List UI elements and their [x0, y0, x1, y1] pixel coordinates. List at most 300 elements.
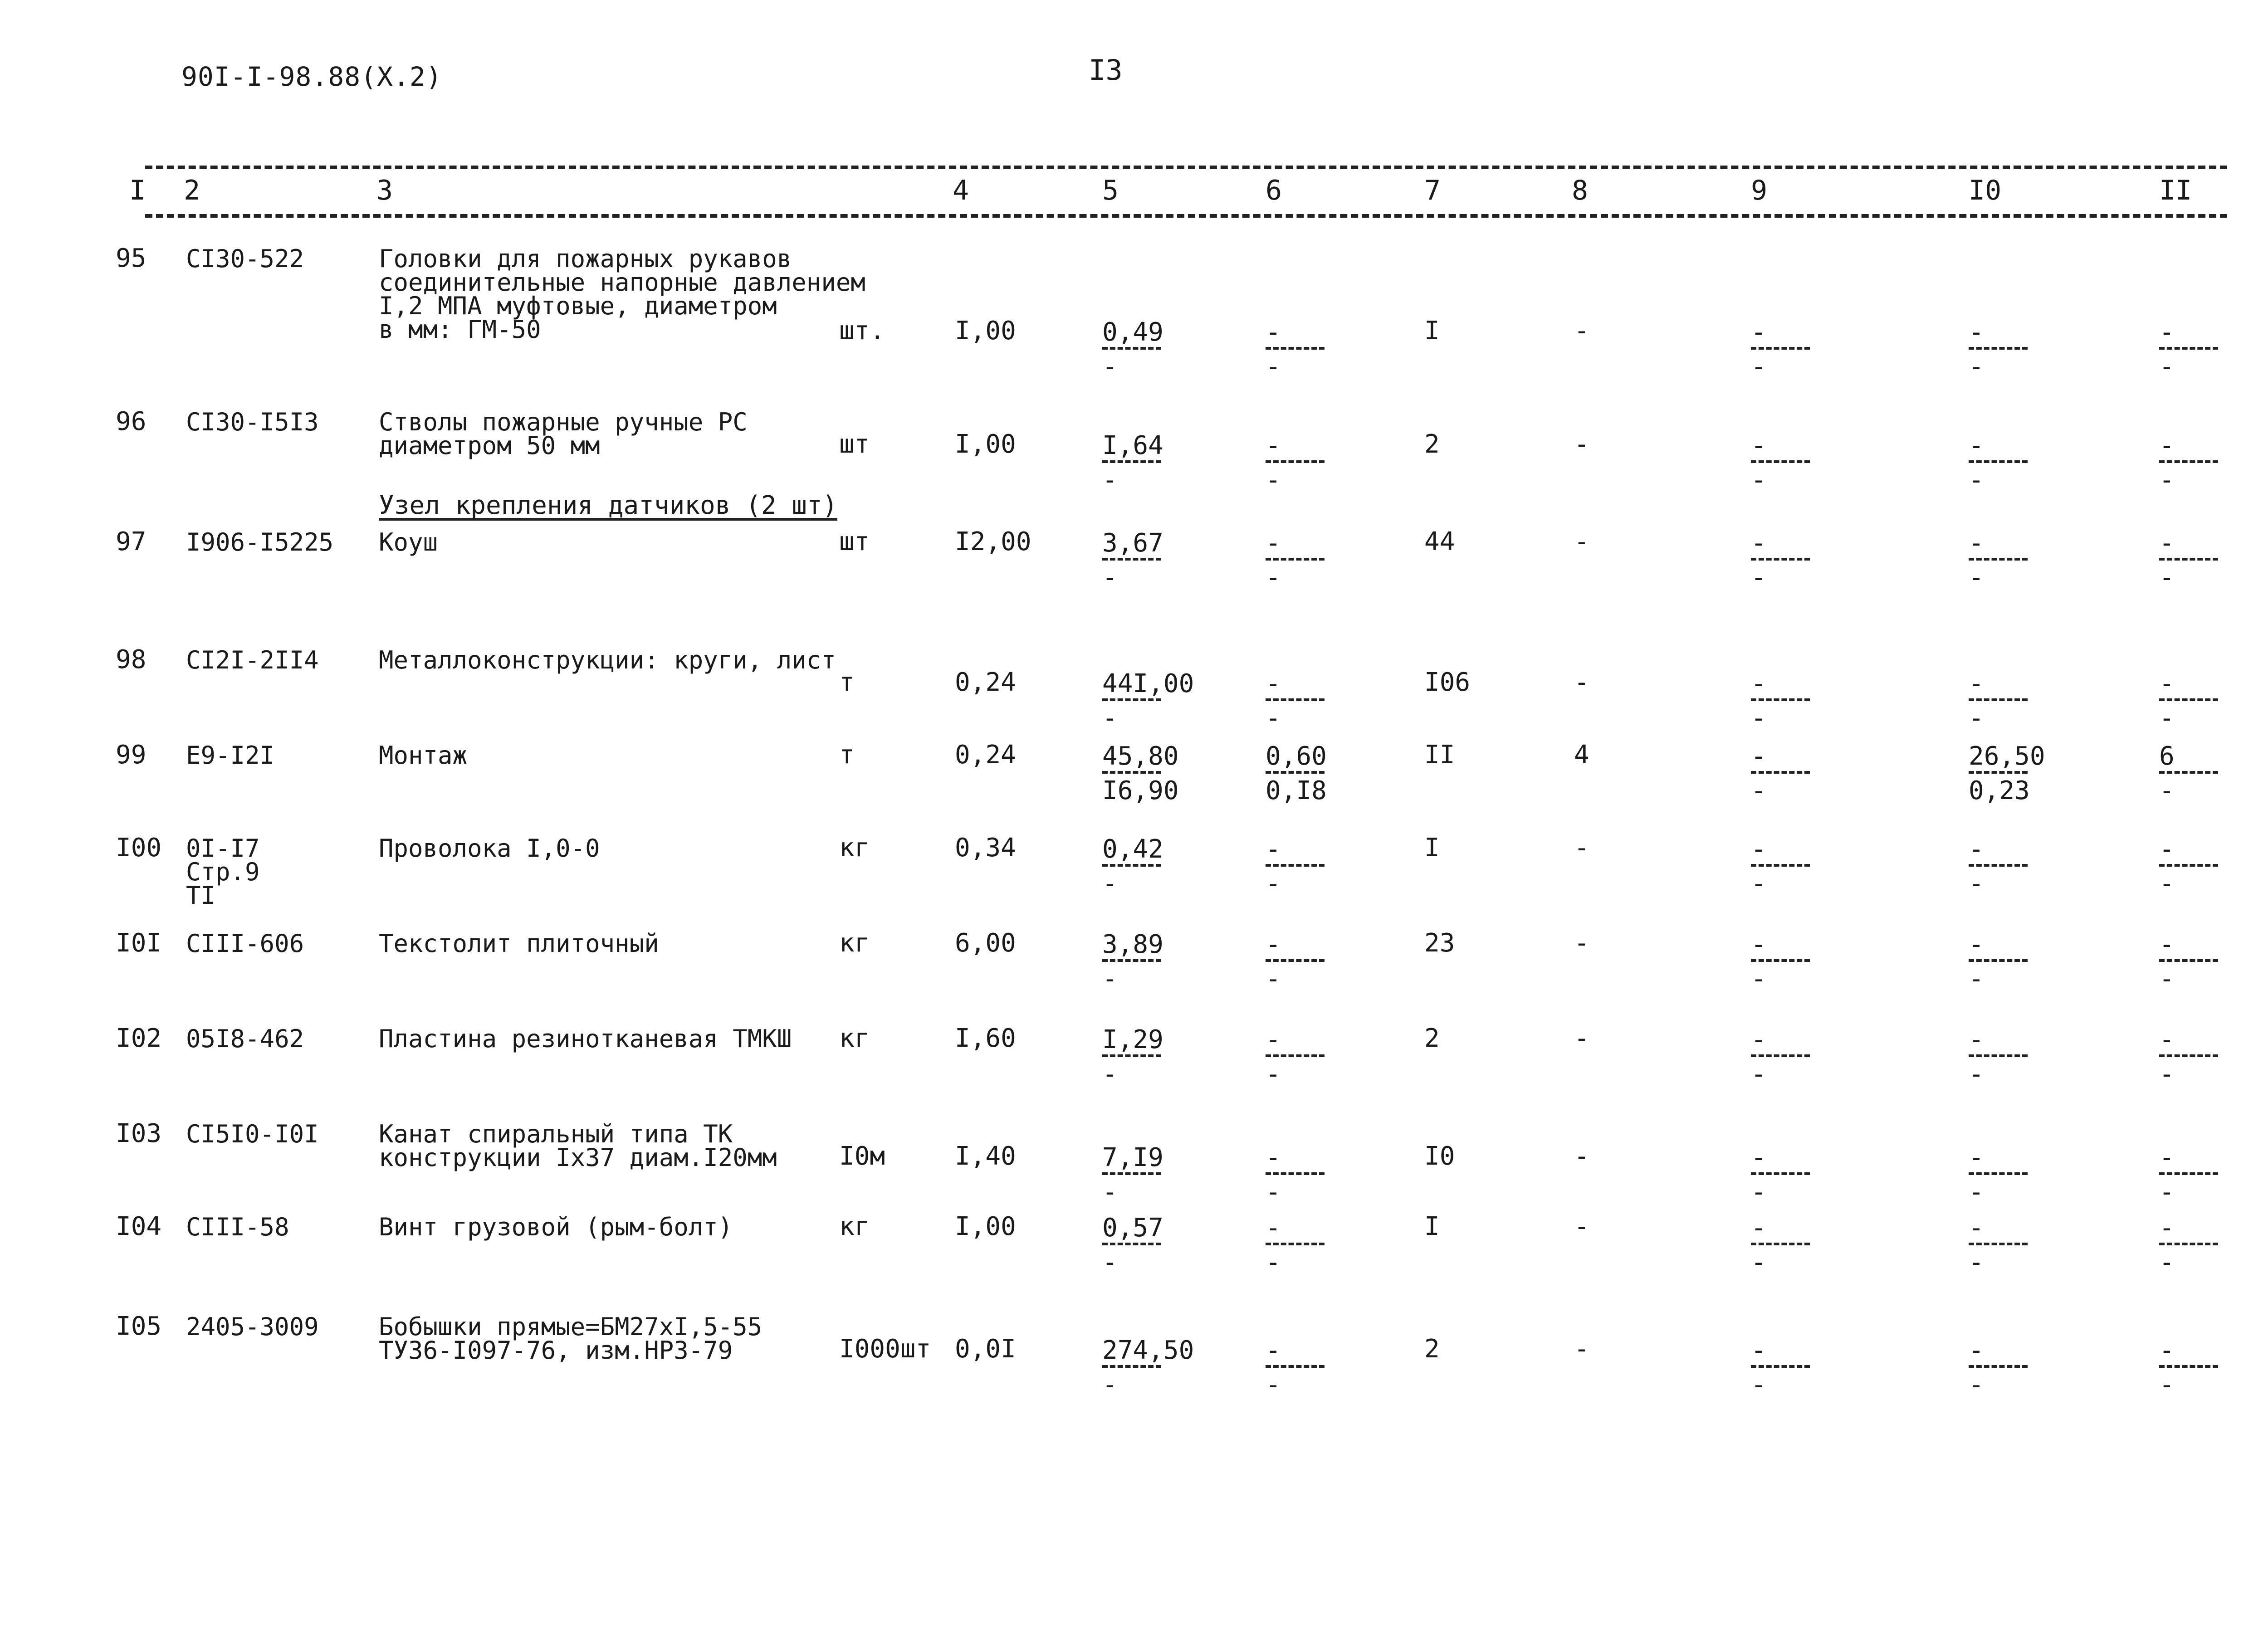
fraction-numerator: - — [2159, 1143, 2175, 1172]
fraction-denominator: - — [1266, 964, 1281, 994]
item-name: Металлоконструкции: круги, лист — [379, 646, 836, 674]
item-name: Монтаж — [379, 741, 468, 770]
fraction-denominator: - — [2159, 1059, 2175, 1089]
column-8-value: - — [1574, 1334, 1589, 1364]
column-7-value: I — [1424, 833, 1440, 863]
fraction-denominator: - — [1751, 776, 1766, 805]
value-fraction — [2159, 1215, 2218, 1275]
fraction-bar — [1969, 347, 2028, 350]
fraction-denominator: - — [1102, 1248, 1118, 1277]
fraction-bar — [1266, 698, 1325, 701]
fraction-numerator: - — [2159, 1336, 2175, 1365]
item-code: I906-I5225 — [186, 528, 334, 556]
item-code: CIII-606 — [186, 929, 304, 958]
value-fraction — [1969, 671, 2028, 731]
fraction-bar — [2159, 347, 2218, 350]
fraction-denominator: - — [1751, 1059, 1766, 1089]
fraction-bar — [1102, 558, 1161, 561]
column-7-value: I0 — [1424, 1141, 1455, 1171]
value-fraction — [1751, 1215, 1810, 1275]
fraction-bar — [1102, 1365, 1161, 1368]
value-fraction — [2159, 1338, 2218, 1398]
item-unit: I000шт — [839, 1334, 931, 1364]
item-unit: кг — [839, 833, 870, 863]
fraction-bar — [1751, 558, 1810, 561]
value-fraction — [1969, 528, 2028, 592]
row-number: 98 — [116, 645, 147, 674]
fraction-numerator: - — [1751, 741, 1766, 771]
column-7-value: I — [1424, 1212, 1440, 1241]
item-quantity: I2,00 — [955, 527, 1031, 556]
fraction-bar — [1969, 1365, 2028, 1368]
item-quantity: 0,0I — [955, 1334, 1016, 1364]
fraction-denominator: - — [1969, 869, 1984, 898]
fraction-bar — [1751, 771, 1810, 774]
fraction-bar — [1102, 864, 1161, 867]
value-fraction — [1751, 932, 1810, 992]
item-unit: кг — [839, 1024, 870, 1053]
column-7-value: 2 — [1424, 1024, 1440, 1053]
fraction-denominator: - — [1969, 563, 1984, 592]
item-quantity: I,40 — [955, 1141, 1016, 1171]
value-fraction — [1266, 1027, 1325, 1087]
column-header: 8 — [1572, 175, 1589, 206]
fraction-numerator: 0,57 — [1102, 1213, 1163, 1243]
item-quantity: I,60 — [955, 1024, 1016, 1053]
item-code: CI30-522 — [186, 244, 304, 273]
item-quantity: I,00 — [955, 316, 1016, 346]
column-8-value: - — [1574, 1024, 1589, 1053]
value-fraction — [1751, 1338, 1810, 1398]
item-quantity: 0,24 — [955, 740, 1016, 770]
value-fraction — [1266, 741, 1327, 805]
fraction-denominator: - — [1266, 1248, 1281, 1277]
fraction-numerator: 7,I9 — [1102, 1143, 1163, 1172]
column-7-value: 2 — [1424, 429, 1440, 459]
fraction-denominator: - — [1102, 1177, 1118, 1207]
value-fraction — [1266, 317, 1325, 381]
value-fraction — [1102, 528, 1163, 592]
value-fraction — [1969, 1027, 2028, 1087]
value-fraction — [1969, 741, 2045, 805]
row-number: I05 — [116, 1312, 162, 1341]
value-fraction — [1266, 528, 1325, 592]
fraction-bar — [1266, 558, 1325, 561]
value-fraction — [2159, 671, 2218, 731]
fraction-denominator: - — [1969, 1059, 1984, 1089]
fraction-bar — [1969, 1243, 2028, 1245]
value-fraction — [1102, 741, 1179, 805]
row-number: I04 — [116, 1212, 162, 1241]
fraction-numerator: - — [2159, 834, 2175, 864]
column-8-value: - — [1574, 527, 1589, 556]
fraction-numerator: - — [2159, 528, 2175, 558]
item-unit: кг — [839, 928, 870, 958]
fraction-numerator: 6 — [2159, 741, 2175, 771]
fraction-bar — [2159, 1054, 2218, 1057]
value-fraction — [1102, 671, 1194, 731]
column-8-value: - — [1574, 1212, 1589, 1241]
fraction-numerator: - — [1751, 317, 1766, 347]
value-fraction — [1102, 1027, 1163, 1087]
fraction-numerator: - — [1751, 431, 1766, 460]
column-8-value: 4 — [1574, 740, 1589, 770]
column-header: I0 — [1969, 175, 2002, 206]
table-header-rule — [145, 214, 2227, 218]
fraction-numerator: - — [1751, 669, 1766, 698]
fraction-bar — [1969, 698, 2028, 701]
fraction-denominator: - — [2159, 869, 2175, 898]
row-number: I03 — [116, 1119, 162, 1148]
item-code: 05I8-462 — [186, 1024, 304, 1053]
fraction-numerator: - — [1266, 1213, 1281, 1243]
value-fraction — [1969, 834, 2028, 898]
fraction-numerator: 0,60 — [1266, 741, 1327, 771]
fraction-numerator: - — [1751, 1213, 1766, 1243]
document-code: 90I-I-98.88(X.2) — [181, 61, 442, 92]
fraction-denominator: - — [1751, 703, 1766, 733]
fraction-denominator: - — [1751, 869, 1766, 898]
value-fraction — [1266, 834, 1325, 898]
fraction-bar — [1969, 1054, 2028, 1057]
fraction-bar — [1266, 347, 1325, 350]
fraction-bar — [1266, 771, 1325, 774]
fraction-numerator: - — [1969, 834, 1984, 864]
fraction-numerator: - — [2159, 431, 2175, 460]
value-fraction — [2159, 433, 2218, 493]
item-unit: шт — [839, 527, 870, 556]
fraction-numerator: - — [2159, 930, 2175, 959]
item-name: Текстолит плиточный — [379, 929, 659, 958]
fraction-bar — [1969, 1172, 2028, 1175]
column-7-value: I06 — [1424, 668, 1471, 697]
value-fraction — [1969, 317, 2028, 381]
fraction-bar — [1102, 347, 1161, 350]
fraction-bar — [1751, 347, 1810, 350]
fraction-numerator: - — [1969, 1025, 1984, 1054]
fraction-denominator: - — [1751, 352, 1766, 381]
item-unit: I0м — [839, 1141, 885, 1171]
column-header: II — [2159, 175, 2192, 206]
column-8-value: - — [1574, 429, 1589, 459]
fraction-numerator: - — [1266, 669, 1281, 698]
fraction-bar — [1102, 1172, 1161, 1175]
value-fraction — [1266, 1215, 1325, 1275]
value-fraction — [1102, 834, 1163, 898]
value-fraction — [2159, 317, 2218, 381]
fraction-denominator: - — [1266, 869, 1281, 898]
item-code: CI30-I5I3 — [186, 408, 319, 436]
value-fraction — [1751, 1145, 1810, 1205]
fraction-numerator: - — [1751, 528, 1766, 558]
column-8-value: - — [1574, 833, 1589, 863]
fraction-denominator: - — [1102, 1059, 1118, 1089]
fraction-numerator: - — [2159, 1213, 2175, 1243]
fraction-denominator: - — [1751, 964, 1766, 994]
fraction-numerator: 3,67 — [1102, 528, 1163, 558]
fraction-bar — [1266, 1365, 1325, 1368]
fraction-denominator: - — [1751, 1177, 1766, 1207]
fraction-denominator: - — [1266, 1059, 1281, 1089]
value-fraction — [2159, 1145, 2218, 1205]
column-header: I — [129, 175, 146, 206]
value-fraction — [2159, 528, 2218, 592]
column-8-value: - — [1574, 668, 1589, 697]
item-name: Бобышки прямые=БМ27хI,5-55 ТУ36-I097-76, изм.НРЗ-79 — [379, 1312, 763, 1365]
value-fraction — [2159, 932, 2218, 992]
section-heading: Узел крепления датчиков (2 шт) — [379, 491, 838, 520]
item-unit: т — [839, 740, 855, 770]
fraction-denominator: - — [2159, 964, 2175, 994]
item-quantity: 0,24 — [955, 668, 1016, 697]
fraction-bar — [1751, 1365, 1810, 1368]
fraction-bar — [1266, 460, 1325, 463]
fraction-denominator: - — [1266, 1177, 1281, 1207]
fraction-numerator: - — [1266, 1143, 1281, 1172]
fraction-numerator: - — [2159, 1025, 2175, 1054]
column-7-value: 23 — [1424, 928, 1455, 958]
item-code: 0I-I7 Стр.9 TI — [186, 834, 260, 910]
fraction-bar — [1751, 864, 1810, 867]
row-number: 96 — [116, 407, 147, 436]
column-header: 2 — [184, 175, 200, 206]
fraction-bar — [1969, 771, 2028, 774]
fraction-denominator: - — [1969, 1177, 1984, 1207]
fraction-bar — [1266, 1243, 1325, 1245]
fraction-numerator: 0,49 — [1102, 317, 1163, 347]
value-fraction — [1266, 1338, 1325, 1398]
fraction-denominator: - — [1266, 1370, 1281, 1400]
value-fraction — [1969, 433, 2028, 493]
value-fraction — [1266, 671, 1325, 731]
fraction-bar — [1969, 460, 2028, 463]
fraction-numerator: - — [1969, 1336, 1984, 1365]
fraction-denominator: - — [2159, 703, 2175, 733]
fraction-numerator: - — [1969, 317, 1984, 347]
fraction-denominator: - — [1102, 1370, 1118, 1400]
fraction-denominator: - — [2159, 563, 2175, 592]
fraction-numerator: - — [1266, 528, 1281, 558]
fraction-bar — [2159, 1365, 2218, 1368]
fraction-bar — [1266, 1172, 1325, 1175]
fraction-numerator: - — [1266, 1336, 1281, 1365]
fraction-denominator: - — [1102, 465, 1118, 495]
fraction-bar — [2159, 558, 2218, 561]
row-number: I02 — [116, 1024, 162, 1053]
table-header — [0, 175, 2268, 206]
value-fraction — [1102, 1338, 1194, 1398]
fraction-denominator: - — [2159, 1177, 2175, 1207]
fraction-numerator: - — [1969, 669, 1984, 698]
column-header: 3 — [376, 175, 393, 206]
item-name: Стволы пожарные ручные РС диаметром 50 мм — [379, 408, 748, 460]
fraction-denominator: 0,I8 — [1266, 776, 1327, 805]
fraction-denominator: - — [1751, 563, 1766, 592]
fraction-denominator: - — [1102, 563, 1118, 592]
fraction-denominator: - — [1102, 703, 1118, 733]
fraction-numerator: - — [1266, 431, 1281, 460]
item-code: CI5I0-I0I — [186, 1120, 319, 1148]
fraction-denominator: - — [1969, 352, 1984, 381]
value-fraction — [2159, 741, 2218, 805]
value-fraction — [1102, 1215, 1163, 1275]
fraction-numerator: - — [1266, 1025, 1281, 1054]
fraction-denominator: - — [1969, 1370, 1984, 1400]
item-code: CI2I-2II4 — [186, 646, 319, 674]
fraction-numerator: I,64 — [1102, 431, 1163, 460]
fraction-bar — [2159, 460, 2218, 463]
fraction-denominator: - — [1969, 465, 1984, 495]
fraction-bar — [1266, 959, 1325, 962]
fraction-denominator: - — [1751, 1248, 1766, 1277]
fraction-bar — [1969, 864, 2028, 867]
row-number: I0I — [116, 928, 162, 958]
fraction-numerator: 274,50 — [1102, 1336, 1194, 1365]
column-header: 9 — [1751, 175, 1768, 206]
fraction-bar — [1102, 959, 1161, 962]
column-header: 7 — [1424, 175, 1441, 206]
fraction-bar — [1751, 698, 1810, 701]
column-8-value: - — [1574, 316, 1589, 346]
fraction-numerator: - — [1266, 834, 1281, 864]
fraction-bar — [1102, 698, 1161, 701]
column-header: 4 — [953, 175, 969, 206]
column-8-value: - — [1574, 1141, 1589, 1171]
fraction-numerator: - — [1969, 930, 1984, 959]
value-fraction — [1751, 1027, 1810, 1087]
fraction-denominator: - — [1969, 964, 1984, 994]
item-name: Пластина резинотканевая ТМКШ — [379, 1024, 792, 1053]
value-fraction — [1969, 932, 2028, 992]
value-fraction — [1751, 671, 1810, 731]
fraction-numerator: - — [1266, 317, 1281, 347]
item-quantity: I,00 — [955, 429, 1016, 459]
value-fraction — [1751, 433, 1810, 493]
item-name: Винт грузовой (рым-болт) — [379, 1213, 733, 1241]
value-fraction — [2159, 1027, 2218, 1087]
fraction-numerator: 45,80 — [1102, 741, 1179, 771]
fraction-bar — [2159, 864, 2218, 867]
fraction-numerator: 26,50 — [1969, 741, 2045, 771]
value-fraction — [1102, 932, 1163, 992]
fraction-denominator: - — [2159, 1248, 2175, 1277]
item-unit: шт. — [839, 316, 885, 346]
value-fraction — [1969, 1338, 2028, 1398]
fraction-numerator: - — [1969, 431, 1984, 460]
fraction-numerator: - — [1969, 528, 1984, 558]
fraction-denominator: - — [2159, 776, 2175, 805]
item-code: 2405-3009 — [186, 1312, 319, 1341]
fraction-denominator: - — [1266, 703, 1281, 733]
value-fraction — [2159, 834, 2218, 898]
fraction-denominator: - — [1102, 964, 1118, 994]
item-name: Проволока I,0-0 — [379, 834, 600, 863]
fraction-denominator: - — [1969, 703, 1984, 733]
fraction-denominator: - — [2159, 465, 2175, 495]
fraction-bar — [2159, 698, 2218, 701]
fraction-denominator: - — [1751, 465, 1766, 495]
row-number: 95 — [116, 244, 147, 273]
fraction-numerator: - — [1969, 1213, 1984, 1243]
fraction-numerator: - — [2159, 669, 2175, 698]
fraction-numerator: 0,42 — [1102, 834, 1163, 864]
fraction-bar — [2159, 1243, 2218, 1245]
column-7-value: I — [1424, 316, 1440, 346]
fraction-denominator: - — [1266, 563, 1281, 592]
fraction-bar — [1102, 771, 1161, 774]
item-quantity: 0,34 — [955, 833, 1016, 863]
row-number: I00 — [116, 833, 162, 863]
item-code: E9-I2I — [186, 741, 275, 770]
item-unit: кг — [839, 1212, 870, 1241]
item-name: Головки для пожарных рукавов соединительные напорные давлением I,2 МПА муфтовые, диаметром в мм: ГМ-50 — [379, 244, 865, 344]
fraction-bar — [1102, 1243, 1161, 1245]
table-top-rule — [145, 166, 2227, 169]
value-fraction — [1102, 317, 1163, 381]
item-code: CIII-58 — [186, 1213, 289, 1241]
fraction-bar — [2159, 771, 2218, 774]
fraction-bar — [1102, 1054, 1161, 1057]
row-number: 99 — [116, 740, 147, 770]
fraction-numerator: - — [1751, 1336, 1766, 1365]
fraction-numerator: 3,89 — [1102, 930, 1163, 959]
value-fraction — [1751, 528, 1810, 592]
column-header: 6 — [1266, 175, 1282, 206]
fraction-denominator: I6,90 — [1102, 776, 1179, 805]
value-fraction — [1266, 932, 1325, 992]
fraction-denominator: - — [1266, 465, 1281, 495]
fraction-denominator: - — [1102, 352, 1118, 381]
value-fraction — [1102, 1145, 1163, 1205]
fraction-numerator: I,29 — [1102, 1025, 1163, 1054]
item-name: Коуш — [379, 528, 438, 556]
fraction-numerator: - — [1751, 1025, 1766, 1054]
fraction-denominator: - — [1102, 869, 1118, 898]
item-unit: т — [839, 668, 855, 697]
fraction-denominator: - — [1751, 1370, 1766, 1400]
column-7-value: II — [1424, 740, 1455, 770]
item-unit: шт — [839, 429, 870, 459]
fraction-bar — [1751, 1243, 1810, 1245]
column-7-value: 2 — [1424, 1334, 1440, 1364]
fraction-bar — [1751, 1172, 1810, 1175]
page-number: I3 — [1089, 54, 1123, 87]
fraction-denominator: - — [2159, 1370, 2175, 1400]
row-number: 97 — [116, 527, 147, 556]
value-fraction — [1751, 834, 1810, 898]
value-fraction — [1266, 1145, 1325, 1205]
fraction-bar — [1751, 460, 1810, 463]
fraction-bar — [1266, 864, 1325, 867]
value-fraction — [1969, 1215, 2028, 1275]
column-header: 5 — [1102, 175, 1119, 206]
column-7-value: 44 — [1424, 527, 1455, 556]
fraction-numerator: - — [1751, 1143, 1766, 1172]
fraction-bar — [1751, 959, 1810, 962]
fraction-numerator: - — [1751, 834, 1766, 864]
fraction-denominator: - — [1266, 352, 1281, 381]
fraction-bar — [1751, 1054, 1810, 1057]
value-fraction — [1751, 741, 1810, 805]
value-fraction — [1102, 433, 1163, 493]
fraction-bar — [1969, 959, 2028, 962]
item-name: Канат спиральный типа ТК конструкции Iх37 диам.I20мм — [379, 1120, 777, 1172]
fraction-numerator: - — [1751, 930, 1766, 959]
fraction-bar — [2159, 1172, 2218, 1175]
value-fraction — [1266, 433, 1325, 493]
fraction-bar — [2159, 959, 2218, 962]
item-quantity: I,00 — [955, 1212, 1016, 1241]
